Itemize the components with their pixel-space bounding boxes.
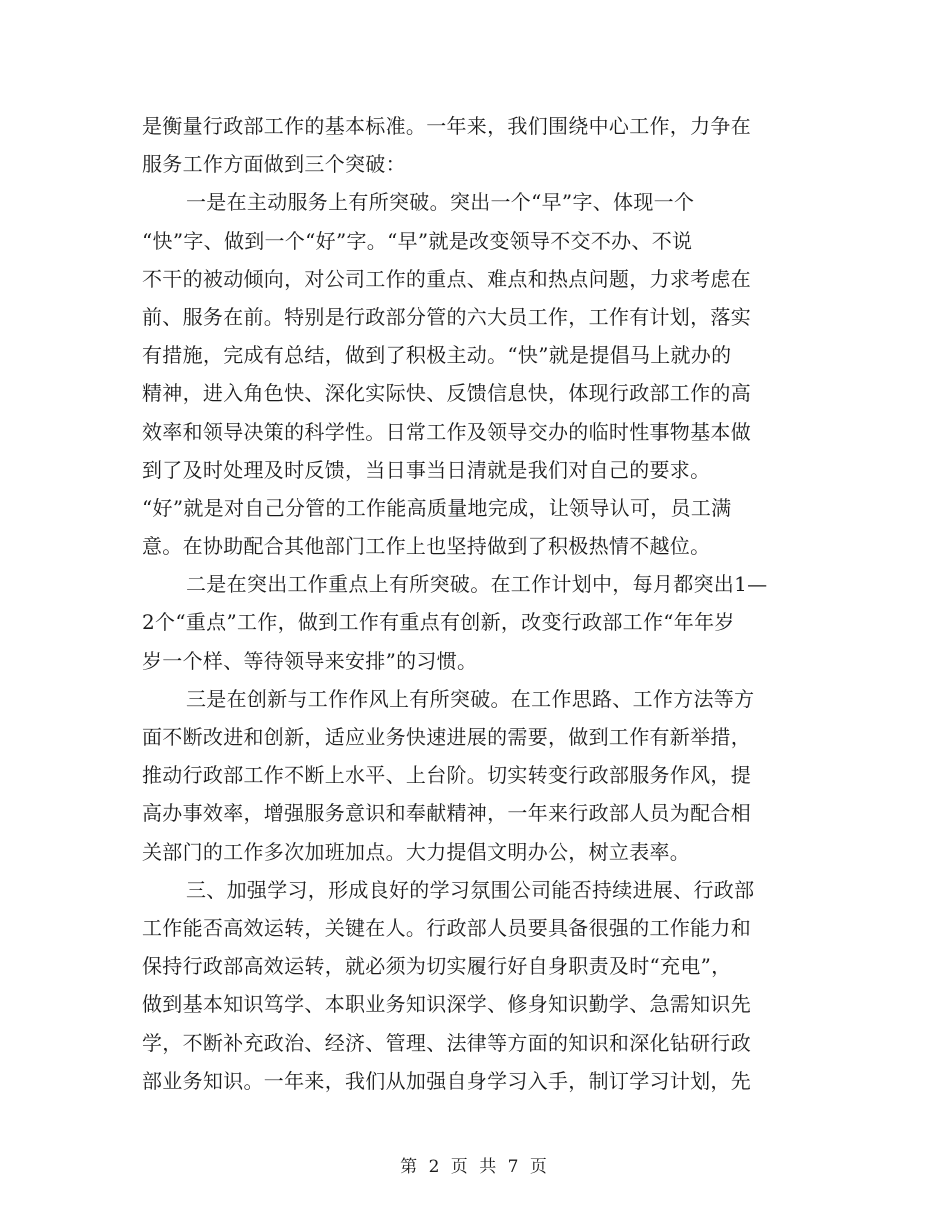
text-line: 不干的被动倾向，对公司工作的重点、难点和热点问题，力求考虑在: [142, 266, 751, 291]
text-line: 保持行政部高效运转，就必须为切实履行好自身职责及时“充电”，: [142, 954, 732, 979]
text-line: 三是在创新与工作作风上有所突破。在工作思路、工作方法等方: [186, 686, 755, 711]
text-line: 做到基本知识笃学、本职业务知识深学、修身知识勤学、急需知识先: [142, 992, 751, 1017]
text-line: 是衡量行政部工作的基本标准。一年来，我们围绕中心工作，力争在: [142, 114, 751, 138]
text-line: 前、服务在前。特别是行政部分管的六大员工作，工作有计划，落实: [142, 304, 751, 329]
text-line: 工作能否高效运转，关键在人。行政部人员要具备很强的工作能力和: [142, 915, 751, 940]
text-line: “快”字、做到一个“好”字。“早”就是改变领导不交不办、不说: [142, 228, 693, 253]
text-line: 2个“重点”工作，做到工作有重点有创新，改变行政部工作“年年岁: [142, 610, 735, 635]
text-line: 面不断改进和创新，适应业务快速进展的需要，做到工作有新举措，: [142, 725, 751, 749]
text-line: 到了及时处理及时反馈，当日事当日清就是我们对自己的要求。: [142, 457, 711, 482]
text-line: 关部门的工作多次加班加点。大力提倡文明办公，树立表率。: [142, 839, 691, 864]
text-line: 二是在突出工作重点上有所突破。在工作计划中，每月都突出1—: [186, 572, 768, 597]
text-line: 有措施，完成有总结，做到了积极主动。“快”就是提倡马上就办的: [142, 343, 732, 368]
text-line: 意。在协助配合其他部门工作上也坚持做到了积极热情不越位。: [142, 534, 711, 559]
text-line: 学，不断补充政治、经济、管理、法律等方面的知识和深化钻研行政: [142, 1030, 751, 1055]
text-line: 岁一个样、等待领导来安排”的习惯。: [142, 648, 478, 673]
document-body: [142, 107, 822, 1100]
text-line: 推动行政部工作不断上水平、上台阶。切实转变行政部服务作风，提: [142, 763, 751, 788]
text-line: 服务工作方面做到三个突破：: [142, 152, 406, 177]
text-line: 一是在主动服务上有所突破。突出一个“早”字、体现一个: [186, 190, 695, 215]
text-line: 部业务知识。一年来，我们从加强自身学习入手，制订学习计划，先: [142, 1068, 751, 1093]
text-line: 高办事效率，增强服务意识和奉献精神，一年来行政部人员为配合相: [142, 801, 751, 826]
text-line: “好”就是对自己分管的工作能高质量地完成，让领导认可，员工满: [142, 495, 732, 520]
page-number-footer: 第 2 页 共 7 页: [400, 1157, 550, 1177]
text-line: 效率和领导决策的科学性。日常工作及领导交办的临时性事物基本做: [142, 419, 751, 444]
text-line: 精神，进入角色快、深化实际快、反馈信息快，体现行政部工作的高: [142, 381, 751, 406]
text-line: 三、加强学习，形成良好的学习氛围公司能否持续进展、行政部: [186, 877, 755, 902]
